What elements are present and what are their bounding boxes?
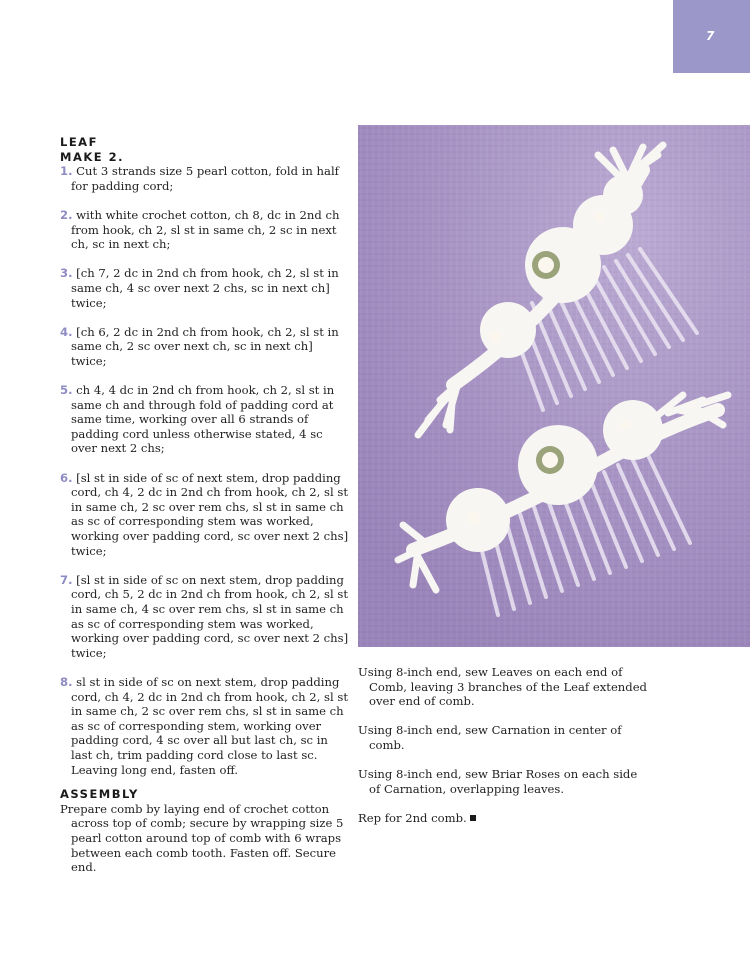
step-number: 5. — [60, 383, 73, 398]
assembly-paragraph: Using 8-inch end, sew Briar Roses on each side of Carnation, overlapping leaves. — [358, 767, 638, 796]
step-number: 3. — [60, 266, 73, 281]
assembly-paragraph: Prepare comb by laying end of crochet cotton across top of comb; secure by wrapping size 5 pearl cotton around top of comb with 6 wraps between each comb tooth. Fasten off. Secure end. — [60, 801, 344, 875]
assembly-paragraph: Using 8-inch end, sew Carnation in center of comb. — [358, 723, 622, 752]
assembly-final-paragraph — [358, 811, 648, 826]
leaf-step — [60, 164, 350, 193]
assembly-continued-column — [358, 665, 648, 840]
end-of-pattern-square-icon — [470, 815, 476, 821]
step-number: 8. — [60, 674, 73, 689]
leaf-heading: LEAF — [60, 135, 98, 149]
page-number: 7 — [706, 29, 715, 43]
leaf-steps-list — [60, 164, 350, 777]
leaf-step — [60, 383, 350, 456]
step-number: 4. — [60, 324, 73, 339]
step-text: [ch 6, 2 dc in 2nd ch from hook, ch 2, sl st in same ch, 2 sc over next ch, sc in next ch] twice; — [71, 324, 339, 368]
step-number: 7. — [60, 572, 73, 587]
step-text: ch 4, 4 dc in 2nd ch from hook, ch 2, sl st in same ch and through fold of padding cord at same time, working over all 6 strands of padding cord unless otherwise stated, 4 sc over next 2 chs; — [71, 383, 335, 456]
assembly-final-text: Rep for 2nd comb. — [358, 810, 467, 825]
step-text: sl st in side of sc on next stem, drop padding cord, ch 4, 2 dc in 2nd ch from hook, ch 2, sl st in same ch, 2 sc over rem chs, sl st in same ch as sc of corresponding stem, working over padding cord, 4 sc over all but last ch, sc in last ch, trim padding cord close to last sc. Leaving long end, fasten off. — [71, 674, 348, 777]
leaf-subheading: MAKE 2. — [60, 149, 124, 164]
step-text: [ch 7, 2 dc in 2nd ch from hook, ch 2, sl st in same ch, 4 sc over next 2 chs, sc in next ch] twice; — [71, 266, 339, 310]
step-number: 2. — [60, 207, 73, 222]
assembly-paragraph: Using 8-inch end, sew Leaves on each end of Comb, leaving 3 branches of the Leaf extended over end of comb. — [358, 665, 647, 709]
step-number: 6. — [60, 470, 73, 485]
assembly-heading: ASSEMBLY — [60, 787, 139, 802]
leaf-step — [60, 266, 350, 310]
leaf-step — [60, 325, 350, 369]
step-text: Cut 3 strands size 5 pearl cotton, fold in half for padding cord; — [71, 164, 339, 193]
instructions-column — [60, 135, 350, 875]
leaf-step — [60, 573, 350, 661]
step-number: 1. — [60, 164, 73, 179]
step-text: [sl st in side of sc of next stem, drop padding cord, ch 4, 2 dc in 2nd ch from hook, ch 2, sl st in same ch, 2 sc over rem chs, sl st in same ch as sc of corresponding stem was worked, working over padding cord, sc over next 2 chs] twice; — [71, 470, 349, 558]
leaf-step — [60, 208, 350, 252]
step-text: with white crochet cotton, ch 8, dc in 2nd ch from hook, ch 2, sl st in same ch, 2 sc in next ch, sc in next ch; — [71, 207, 340, 252]
leaf-step — [60, 471, 350, 559]
hair-comb-photo — [358, 125, 750, 647]
leaf-step — [60, 675, 350, 777]
step-text: [sl st in side of sc on next stem, drop padding cord, ch 5, 2 dc in 2nd ch from hook, ch 2, sl st in same ch, 4 sc over rem chs, sl st in same ch as sc of corresponding stem was worked, working over padding cord, sc over next 2 chs] twice; — [71, 572, 349, 660]
